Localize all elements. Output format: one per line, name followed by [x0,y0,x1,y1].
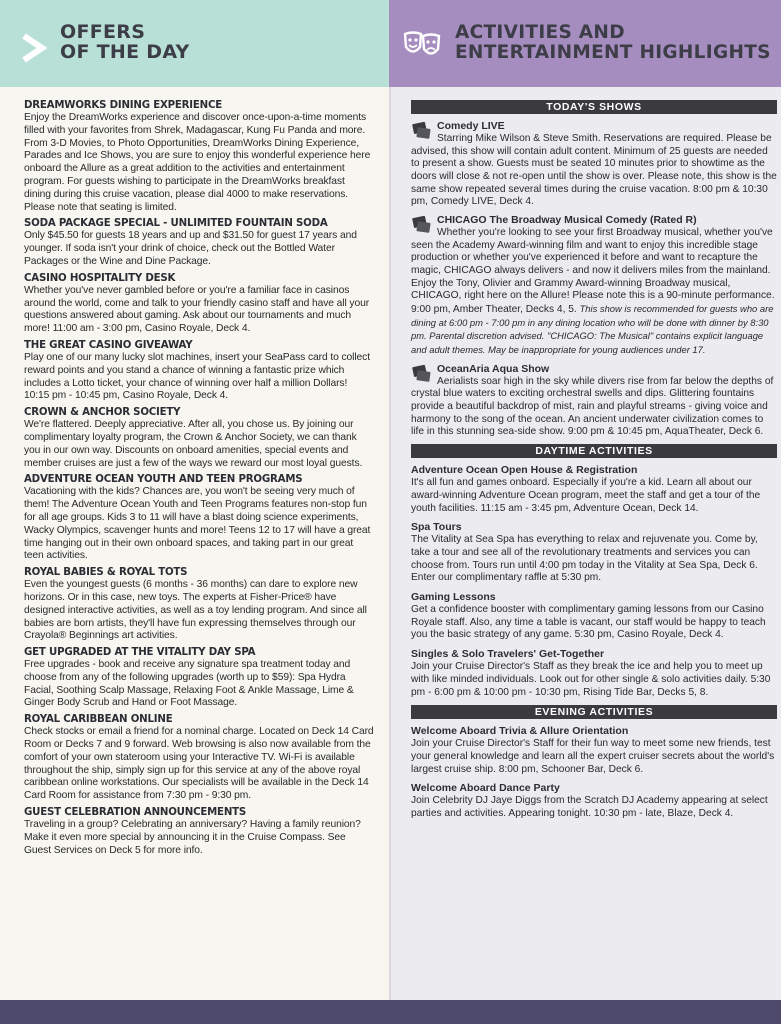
offer-title: SODA PACKAGE SPECIAL - UNLIMITED FOUNTAIN SODA [24,218,328,230]
show-title: CHICAGO The Broadway Musical Comedy (Rated R) [437,214,697,227]
show-item [411,363,777,439]
show-body: Starring Mike Wilson & Steve Smith. Reservations are required. Please be advised, this show will contain adult content. Minimum of 25 guests are needed to present a show. Guests must be seated 10 minutes prior to showtime as the doors will close & not re-open until the show is over. Please note, this show is the same show repeated several times during the cruise vacation. 8:00 pm & 10:30 pm, Comedy LIVE, Deck 4. [411,132,777,208]
activity-body: It's all fun and games onboard. Especially if you're a kid. Learn all about our award-winning Adventure Ocean program, meet the staff and get a tour of the youth facilities. 11:15 am - 3:45 pm, Adventure Ocean, Deck 14. [411,477,761,514]
offers-title: OFFERS OF THE DAY [60,21,190,63]
bottom-bar [0,1000,781,1024]
activity-title: Adventure Ocean Open House & Registration [411,464,638,477]
activity-body: Join your Cruise Director's Staff for their fun way to meet some new friends, test your general knowledge and learn all the expert cruiser secrets about the world's largest cruise ship. 8:00 pm, Schooner Bar, Deck 6. [411,738,775,775]
evening-activities-bar: EVENING ACTIVITIES [411,705,777,719]
offer-title: GET UPGRADED AT THE VITALITY DAY SPA [24,647,256,659]
offer-title: DREAMWORKS DINING EXPERIENCE [24,100,222,111]
offer-body: Whether you've never gambled before or you're a familiar face in casinos around the world, come and talk to your friendly casino staff and have all your questions answered about gaming. Ask about our tournaments and much more! 11:00 am - 3:00 pm, Casino Royale, Deck 4. [24,284,370,335]
offer-title: CROWN & ANCHOR SOCIETY [24,407,181,419]
show-body: Aerialists soar high in the sky while divers rise from far below the depths of crystal blue waters to exciting orchestral swells and dips. Glittering fountains provide a beautiful backdrop of mist, rain and playful streams - giving voice and harmony to the song of the ocean. An ancient underwater civilization comes to life in this stunning sea-side show. 9:00 pm & 10:45 pm, AquaTheater, Deck 6. [411,375,774,438]
activities-title: ACTIVITIES AND ENTERTAINMENT HIGHLIGHTS [455,22,771,63]
activity-title: Singles & Solo Travelers' Get-Together [411,648,605,661]
theater-masks-icon [403,30,441,62]
offer-title: THE GREAT CASINO GIVEAWAY [24,339,193,351]
activity-title: Welcome Aboard Dance Party [411,782,560,795]
ticket-icon [411,363,431,383]
offer-body: Free upgrades - book and receive any signature spa treatment today and choose from any of the following upgrades (worth up to $59): Spa Hydra Facial, Soothing Scalp Massage, Relaxing Foot & Ankle Massage, Lime & Ginger Body Scrub and Hand or Foot Massage. [24,659,354,709]
offer-title: ROYAL CARIBBEAN ONLINE [24,714,173,726]
offer-body: We're flattered. Deeply appreciative. After all, you chose us. By joining our complimentary loyalty program, the Crown & Anchor Society, we can thank you in our own way. Discounts on onboard amenities, special events and member cruises are just a few of the ways we reward our most loyal guests. [24,419,363,469]
offer-body: Vacationing with the kids? Chances are, you won't be seeing very much of them! The Adventure Ocean Youth and Teen Programs features non-stop fun for all age groups. Kids 3 to 11 will have a blast doing science experiments, Wacky Olympics, scavenger hunts and more! Teens 12 to 17 will have a great time hanging out in their own onboard spaces, and taking part in our great teen activities. [24,486,371,562]
chevron-right-icon [18,32,50,64]
show-title: Comedy LIVE [437,120,505,132]
show-title: OceanAria Aqua Show [437,362,550,375]
offer-body: Even the youngest guests (6 months - 36 months) can dare to explore new horizons. Or in this case, new toys. The experts at Fisher-Price® have designed interactive activities, as well as a toy lending program. And since all babies are born artists, they'll have fun expressing themselves through our Crayola® Beginnings art activities. [24,579,367,642]
offer-body: Only $45.50 for guests 18 years and up and $31.50 for guest 17 years and younger. If soda isn't your drink of choice, check out the Bottled Water Packages or the Wine and Dine Package. [24,230,357,267]
show-item [411,120,777,209]
activity-title: Welcome Aboard Trivia & Allure Orientation [411,725,629,738]
offer-body: Enjoy the DreamWorks experience and discover once-upon-a-time moments filled with your favorites from Shrek, Madagascar, Kung Fu Panda and more. From 3-D Movies, to Photo Opportunities, DreamWorks Dining Experience, Parades and Ice Shows, you are sure to enjoy this wonderful experience here onboard the Allure as a great addition to the activities and entertainment program. For guests wishing to participate in the DreamWorks breakfast dining during this cruise vacation, please dial 4000 to make reservations. Please note that seating is limited. [24,112,371,213]
activities-list [411,98,777,827]
show-item [411,214,777,358]
activity-title: Spa Tours [411,521,462,534]
daytime-activities-bar: DAYTIME ACTIVITIES [411,444,777,458]
activity-body: Join your Cruise Director's Staff as they break the ice and help you to meet up with like minded individuals. Look out for other single & solo activities daily. 5:30 pm - 6:00 pm & 10:00 pm - 10:30 pm, Rising Tide Bar, Decks 5, 8. [411,661,771,698]
offer-title: ROYAL BABIES & ROYAL TOTS [24,567,188,579]
activity-body: Get a confidence booster with complimentary gaming lessons from our Casino Royale staff. Also, any time a table is vacant, our staff would be happy to teach you the basic strategy of any game. 5:30 pm, Casino Royale, Deck 4. [411,604,766,641]
offer-title: GUEST CELEBRATION ANNOUNCEMENTS [24,807,247,819]
activity-body: Join Celebrity DJ Jaye Diggs from the Scratch DJ Academy appearing at select parties and activities. Appearing tonight. 10:30 pm - late, Blaze, Deck 4. [411,795,768,820]
activity-body: The Vitality at Sea Spa has everything to relax and rejuvenate you. Come by, take a tour and see all of the revolutionary treatments and services you can choose from. Tours run until 4:00 pm today in the Vitality at Sea Spa, Deck 6. Enter our complimentary raffle at 5:30 pm. [411,534,758,584]
show-body: Whether you're looking to see your first Broadway musical, whether you've seen the Academy Award-winning film and want to enjoy this incredible stage production or whether you've experienced it before and want to recapture the magic, CHICAGO always delivers - and now it delivers miles from the mainland. Enjoy the Tony, Olivier and Grammy Award-winning Broadway musical, CHICAGO, right here on the Allure! Please note this is a 90-minute performance. 9:00 pm, Amber Theater, Decks 4, 5. This show is recommended for guests who are dining at 6:00 pm - 7:00 pm in any dining location who will be done with dinner by 8:30 pm. Parental discretion advised. "CHICAGO: The Musical" contains explicit language and adult themes. May be inappropriate for young audiences under 17. [411,226,775,356]
offer-body: Play one of our many lucky slot machines, insert your SeaPass card to collect reward points and you stand a chance of winning a fantastic prize which includes a Lotto ticket, your chance of winning over half a million Dollars! 10:15 pm - 10:45 pm, Casino Royale, Deck 4. [24,351,370,402]
offer-title: CASINO HOSPITALITY DESK [24,272,176,284]
offer-body: Traveling in a group? Celebrating an anniversary? Having a family reunion? Make it even more special by announcing it in the Cruise Compass. See Guest Services on Deck 5 for more info. [24,819,361,856]
ticket-icon [411,214,431,234]
offers-list [24,99,374,860]
activity-title: Gaming Lessons [411,591,496,604]
show-note: This show is recommended for guests who are dining at 6:00 pm - 7:00 pm in any dining location who will be done with dinner by 8:30 pm. Parental discretion advised. "CHICAGO: The Musical" contains explicit language and adult themes. May be inappropriate for young audiences under 17. [411,303,774,356]
offer-body: Check stocks or email a friend for a nominal charge. Located on Deck 14 Card Room or Decks 7 and 9 forward. Web browsing is also now available from the comfort of your own stateroom using your Interactive TV. Wi-Fi is available throughout the ship, simply sign up for this service at any of the above royal caribbean online workstations. Our specialists will be available in the Deck 14 Card Room for assistance from 7:30 pm - 9:30 pm. [24,726,374,802]
todays-shows-bar: TODAY'S SHOWS [411,100,777,114]
ticket-icon [411,120,431,140]
offers-header [0,0,389,87]
offer-title: ADVENTURE OCEAN YOUTH AND TEEN PROGRAMS [24,474,303,486]
activities-header [389,0,781,87]
